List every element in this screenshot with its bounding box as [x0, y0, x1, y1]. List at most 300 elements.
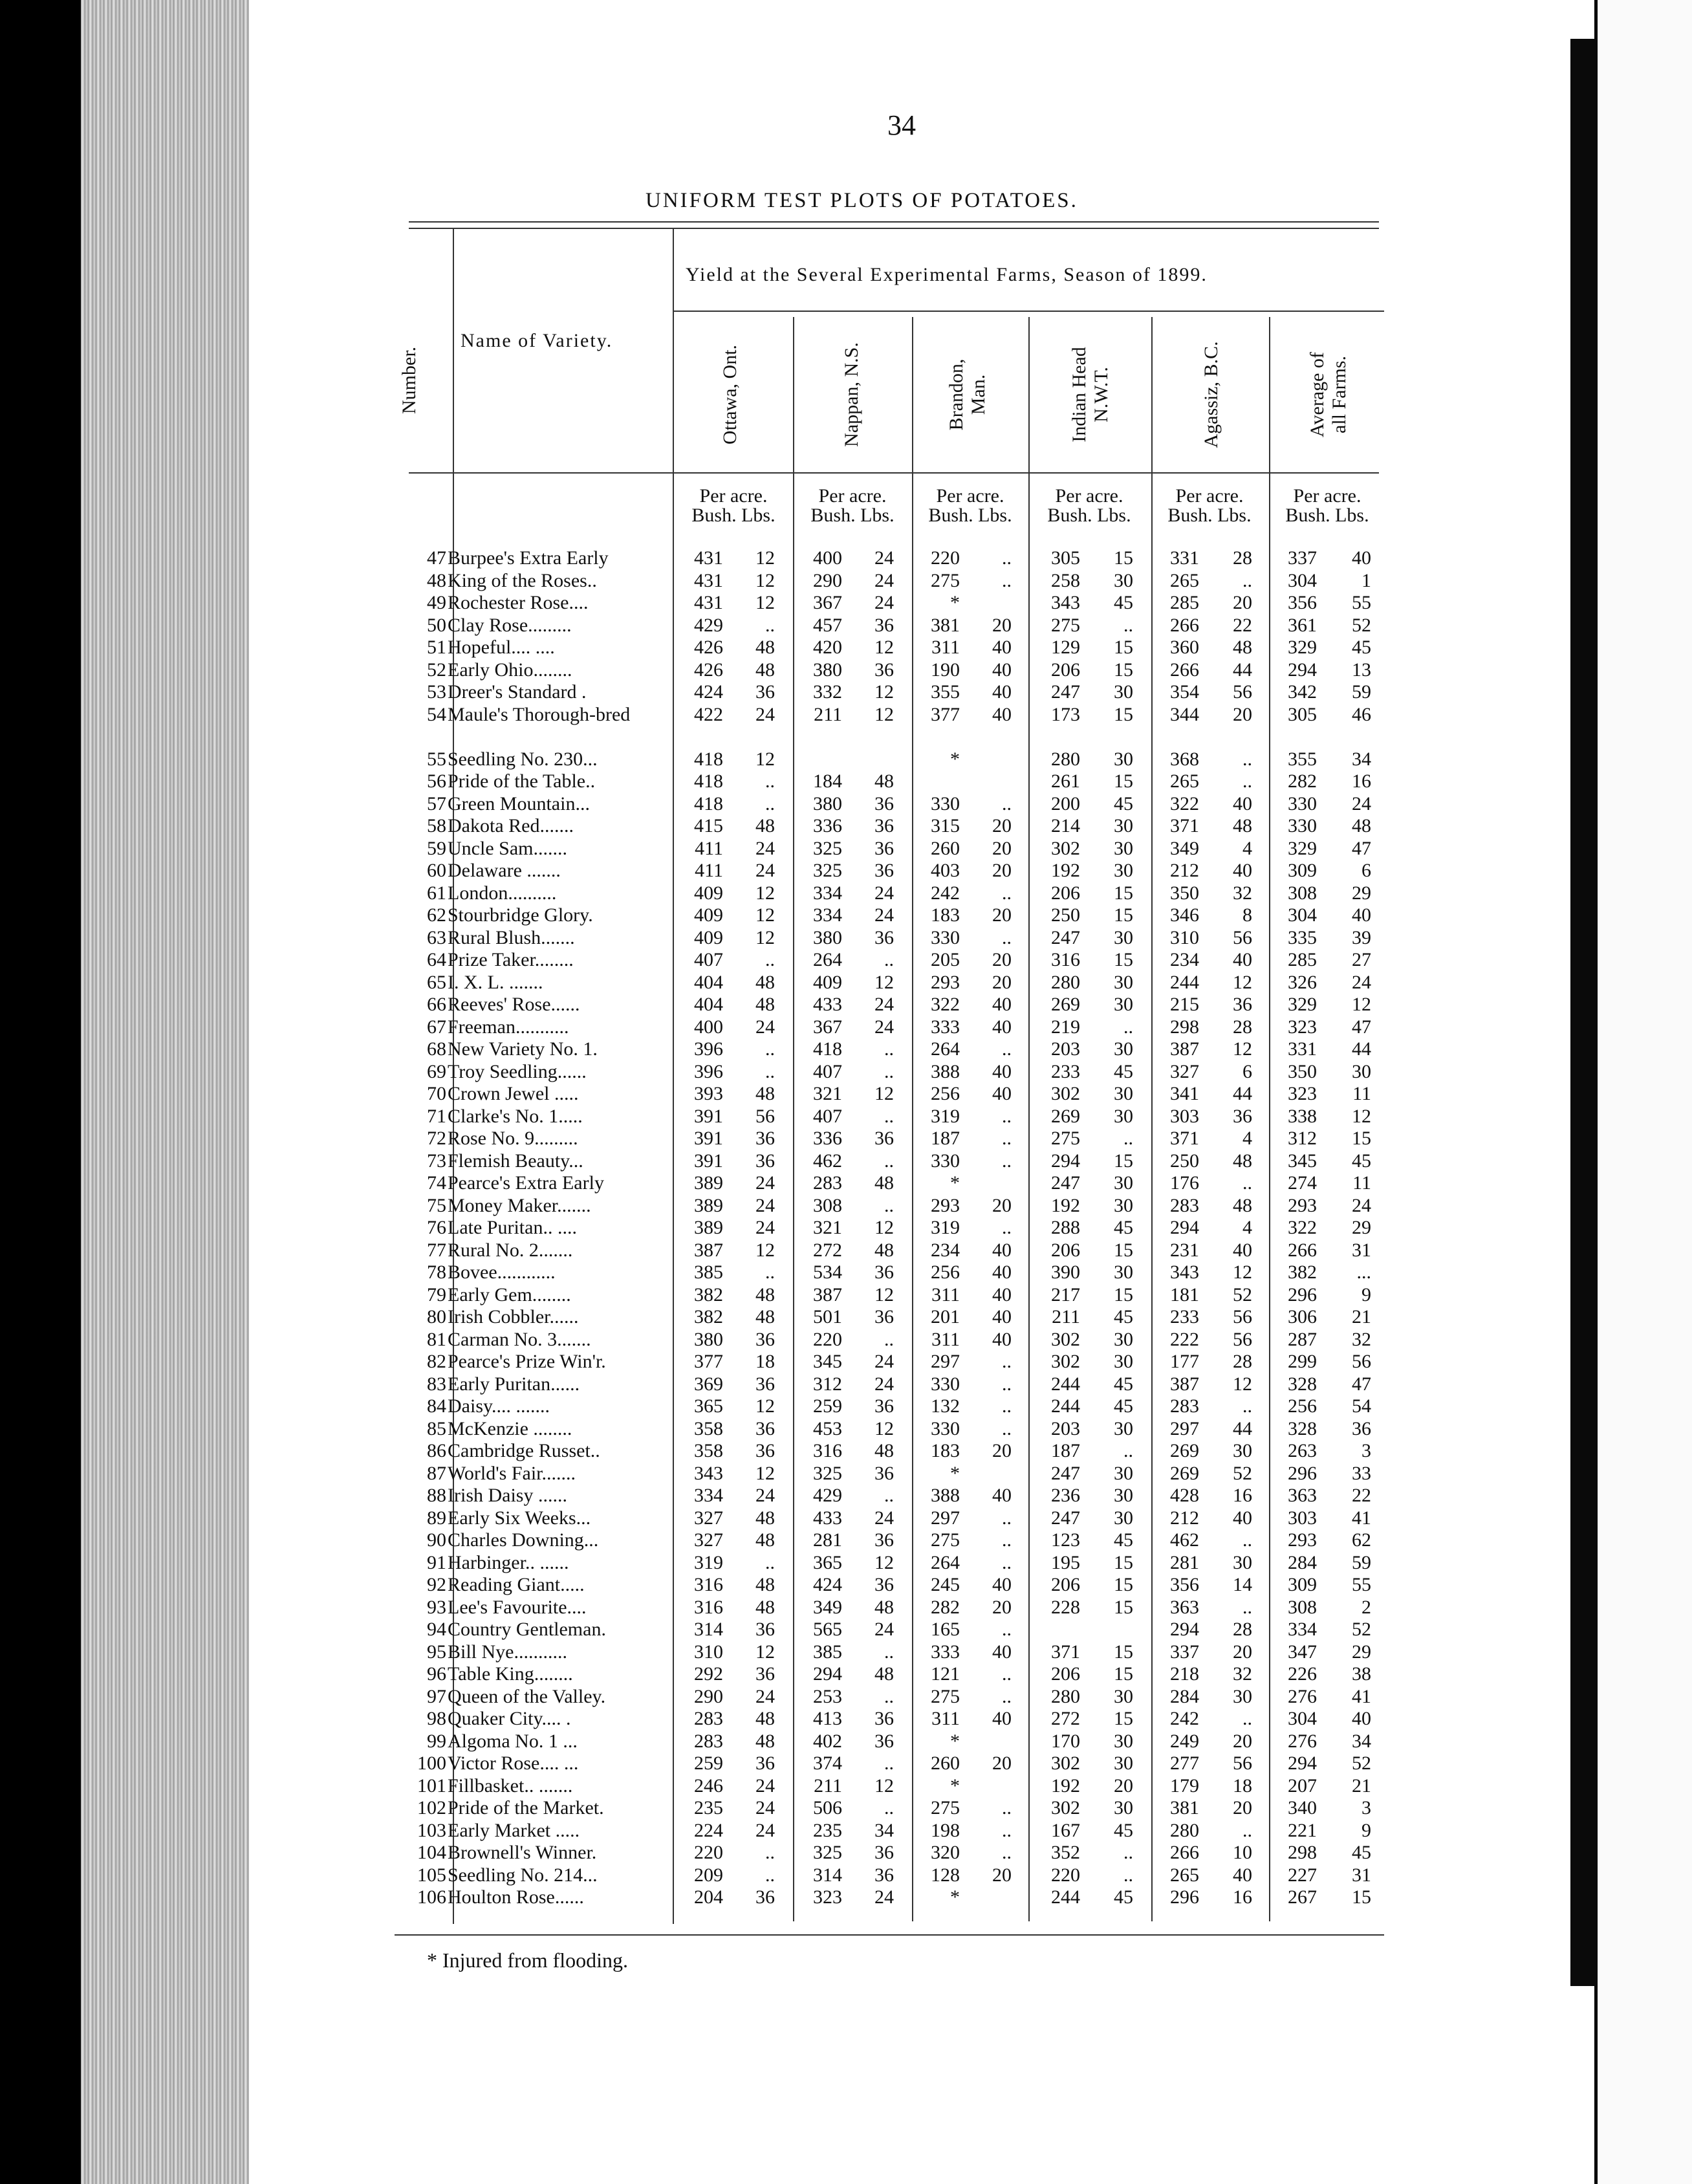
pounds-cell: 36 — [755, 1440, 775, 1461]
variety-name: World's Fair....... — [448, 1462, 576, 1484]
pounds-cell: .. — [1002, 1819, 1012, 1841]
pounds-cell: 54 — [1352, 1395, 1371, 1417]
row-number: 75 — [427, 1194, 446, 1216]
bushels-cell: 206 — [1051, 1574, 1080, 1595]
row-number: 49 — [427, 592, 446, 613]
row-number: 91 — [427, 1551, 446, 1573]
bushels-cell: 354 — [1170, 681, 1199, 703]
unit-per-acre: Per acre. — [1175, 485, 1244, 507]
bushels-cell: 360 — [1170, 637, 1199, 658]
pounds-cell: .. — [1002, 1507, 1012, 1529]
bushels-cell: 283 — [694, 1730, 723, 1752]
unit-bush-lbs: Bush. Lbs. — [1285, 505, 1369, 526]
bushels-cell: 264 — [813, 949, 842, 970]
bushels-cell: 207 — [1288, 1774, 1317, 1796]
bushels-cell: 418 — [694, 770, 723, 792]
bushels-cell: 328 — [1288, 1373, 1317, 1395]
variety-name: Pride of the Market. — [448, 1797, 604, 1818]
bushels-cell: 206 — [1051, 1239, 1080, 1261]
bushels-cell: 211 — [814, 1774, 842, 1796]
bushels-cell: 331 — [1288, 1038, 1317, 1060]
pounds-cell: 6 — [1242, 1060, 1252, 1082]
variety-name: Freeman........... — [448, 1016, 569, 1038]
pounds-cell: 9 — [1361, 1283, 1371, 1305]
bushels-cell: 327 — [694, 1507, 723, 1529]
bushels-cell: 214 — [1051, 815, 1080, 836]
pounds-cell: 36 — [874, 837, 894, 859]
pounds-cell: .. — [884, 1060, 894, 1082]
bushels-cell: 258 — [1051, 569, 1080, 591]
pounds-cell: 36 — [874, 1529, 894, 1551]
pounds-cell: 16 — [1233, 1485, 1252, 1506]
pounds-cell: 40 — [992, 1328, 1012, 1350]
row-number: 85 — [427, 1417, 446, 1439]
pounds-cell: 12 — [874, 1083, 894, 1104]
pounds-cell: 18 — [755, 1351, 775, 1372]
pounds-cell: .. — [765, 1261, 775, 1283]
bushels-cell: 287 — [1288, 1328, 1317, 1350]
bushels-cell: 195 — [1051, 1551, 1080, 1573]
pounds-cell: 45 — [1114, 1217, 1133, 1238]
bushels-cell: 203 — [1051, 1417, 1080, 1439]
pounds-cell: 12 — [874, 703, 894, 725]
pounds-cell: 24 — [1352, 971, 1371, 993]
pounds-cell: 32 — [1233, 1663, 1252, 1685]
bushels-cell: 212 — [1170, 1507, 1199, 1529]
pounds-cell: 24 — [874, 592, 894, 613]
row-number: 93 — [427, 1596, 446, 1618]
variety-name: London.......... — [448, 882, 557, 904]
farm-header-nappan: Nappan, N.S. — [841, 342, 862, 447]
bushels-cell: 234 — [1170, 949, 1199, 970]
pounds-cell: .. — [765, 1038, 775, 1060]
pounds-cell: 40 — [992, 1261, 1012, 1283]
pounds-cell: 41 — [1352, 1507, 1371, 1529]
bushels-cell: 198 — [931, 1819, 960, 1841]
bushels-cell: 396 — [694, 1060, 723, 1082]
pounds-cell: 15 — [1114, 547, 1133, 569]
variety-name: Charles Downing... — [448, 1529, 599, 1551]
pounds-cell: 24 — [755, 1797, 775, 1818]
pounds-cell: 15 — [1114, 949, 1133, 970]
pounds-cell: .. — [1002, 1373, 1012, 1395]
pounds-cell: 15 — [1114, 1708, 1133, 1729]
bushels-cell: 283 — [1170, 1194, 1199, 1216]
pounds-cell: 40 — [992, 1574, 1012, 1595]
row-number: 89 — [427, 1507, 446, 1529]
bushels-cell: 305 — [1288, 703, 1317, 725]
pounds-cell: 36 — [874, 792, 894, 814]
pounds-cell: 29 — [1352, 1641, 1371, 1663]
variety-name: Troy Seedling...... — [448, 1060, 587, 1082]
bushels-cell: 321 — [813, 1083, 842, 1104]
pounds-cell: 40 — [1233, 1239, 1252, 1261]
bushels-cell: 283 — [1170, 1395, 1199, 1417]
bushels-cell: 302 — [1051, 1797, 1080, 1818]
pounds-cell: 45 — [1352, 1842, 1371, 1863]
pounds-cell: .. — [765, 792, 775, 814]
pounds-cell: 15 — [1114, 1239, 1133, 1261]
pounds-cell: .. — [1002, 1529, 1012, 1551]
pounds-cell: 30 — [1114, 1507, 1133, 1529]
pounds-cell: .. — [1002, 1038, 1012, 1060]
bushels-cell: 281 — [813, 1529, 842, 1551]
pounds-cell: 48 — [874, 1440, 894, 1461]
bushels-cell: 363 — [1288, 1485, 1317, 1506]
pounds-cell: 20 — [1233, 1797, 1252, 1818]
bushels-cell: 400 — [694, 1016, 723, 1038]
pounds-cell: .. — [884, 1685, 894, 1707]
pounds-cell: 36 — [874, 860, 894, 881]
bushels-cell: 329 — [1288, 637, 1317, 658]
bushels-cell: 265 — [1170, 1864, 1199, 1886]
bushels-cell: 311 — [931, 1283, 960, 1305]
bushels-cell: 294 — [813, 1663, 842, 1685]
bushels-cell: 462 — [1170, 1529, 1199, 1551]
bushels-cell: 247 — [1051, 1462, 1080, 1484]
bushels-cell: 418 — [694, 792, 723, 814]
pounds-cell: 45 — [1114, 592, 1133, 613]
bushels-cell: 294 — [1288, 659, 1317, 681]
bushels-cell: 220 — [694, 1842, 723, 1863]
bushels-cell: 231 — [1170, 1239, 1199, 1261]
bushels-cell: 506 — [813, 1797, 842, 1818]
pounds-cell: 15 — [1114, 637, 1133, 658]
row-number: 47 — [427, 547, 446, 569]
variety-name: Green Mountain... — [448, 792, 590, 814]
pounds-cell: 28 — [1233, 1351, 1252, 1372]
bushels-cell: 302 — [1051, 1351, 1080, 1372]
bushels-cell: 321 — [813, 1217, 842, 1238]
pounds-cell: 29 — [1352, 1217, 1371, 1238]
bushels-cell: 236 — [1051, 1485, 1080, 1506]
pounds-cell: 40 — [992, 994, 1012, 1015]
pounds-cell: 48 — [1352, 815, 1371, 836]
bushels-cell: 337 — [1170, 1641, 1199, 1663]
bushels-cell: * — [950, 592, 960, 613]
header-rule — [409, 228, 1379, 229]
pounds-cell: .. — [765, 1842, 775, 1863]
unit-header-nappan — [794, 486, 911, 525]
bushels-cell: 314 — [694, 1619, 723, 1640]
book-gutter — [1570, 39, 1596, 1986]
bushels-cell: 330 — [931, 926, 960, 948]
row-number: 95 — [427, 1641, 446, 1663]
bushels-cell: 358 — [694, 1417, 723, 1439]
pounds-cell: 36 — [874, 926, 894, 948]
name-of-variety-header: Name of Variety. — [461, 330, 613, 351]
bushels-cell: 382 — [1288, 1261, 1317, 1283]
unit-per-acre: Per acre. — [699, 485, 768, 507]
bushels-cell: 177 — [1170, 1351, 1199, 1372]
pounds-cell: 30 — [1114, 1417, 1133, 1439]
row-number: 72 — [427, 1128, 446, 1149]
pounds-cell: 48 — [755, 1306, 775, 1327]
bushels-cell: 266 — [1170, 659, 1199, 681]
bushels-cell: 426 — [694, 659, 723, 681]
bushels-cell: 165 — [931, 1619, 960, 1640]
row-number: 102 — [417, 1797, 446, 1818]
pounds-cell: 10 — [1233, 1842, 1252, 1863]
pounds-cell: .. — [1002, 792, 1012, 814]
pounds-cell: 52 — [1233, 1283, 1252, 1305]
pounds-cell: 15 — [1114, 882, 1133, 904]
row-number: 73 — [427, 1150, 446, 1172]
pounds-cell: 40 — [992, 1016, 1012, 1038]
pounds-cell: 21 — [1352, 1306, 1371, 1327]
pounds-cell: 45 — [1114, 1395, 1133, 1417]
bushels-cell: 128 — [931, 1864, 960, 1886]
bushels-cell: 302 — [1051, 1083, 1080, 1104]
pounds-cell: 36 — [755, 1417, 775, 1439]
variety-name: King of the Roses.. — [448, 569, 597, 591]
pounds-cell: 44 — [1352, 1038, 1371, 1060]
variety-name: Rural No. 2....... — [448, 1239, 573, 1261]
bushels-cell: 371 — [1170, 815, 1199, 836]
pounds-cell: 24 — [874, 569, 894, 591]
pounds-cell: 48 — [874, 1596, 894, 1618]
bushels-cell: 380 — [813, 792, 842, 814]
pounds-cell: 12 — [874, 1217, 894, 1238]
pounds-cell: 36 — [1233, 994, 1252, 1015]
variety-name: Reading Giant..... — [448, 1574, 585, 1595]
variety-name: Reeves' Rose...... — [448, 994, 580, 1015]
pounds-cell: 24 — [755, 1685, 775, 1707]
pounds-cell: 48 — [874, 1172, 894, 1194]
pounds-cell: .. — [1123, 1842, 1133, 1863]
bushels-cell: 329 — [1288, 837, 1317, 859]
bushels-cell: 332 — [813, 681, 842, 703]
bushels-cell: 404 — [694, 994, 723, 1015]
bushels-cell: 244 — [1051, 1395, 1080, 1417]
pounds-cell: 31 — [1352, 1864, 1371, 1886]
pounds-cell: .. — [884, 1328, 894, 1350]
bushels-cell: 190 — [931, 659, 960, 681]
pounds-cell: 20 — [1233, 1641, 1252, 1663]
bushels-cell: 418 — [694, 748, 723, 770]
bushels-cell: 312 — [813, 1373, 842, 1395]
pounds-cell: .. — [884, 1641, 894, 1663]
pounds-cell: 45 — [1114, 1373, 1133, 1395]
pounds-cell: 12 — [755, 748, 775, 770]
bushels-cell: 377 — [694, 1351, 723, 1372]
bushels-cell: 211 — [814, 703, 842, 725]
pounds-cell: .. — [1123, 1016, 1133, 1038]
bushels-cell: 311 — [931, 637, 960, 658]
bushels-cell: 304 — [1288, 904, 1317, 926]
pounds-cell: 24 — [755, 1016, 775, 1038]
pounds-cell: 24 — [755, 837, 775, 859]
bushels-cell: 256 — [931, 1261, 960, 1283]
variety-name: Late Puritan.. .... — [448, 1217, 577, 1238]
pounds-cell: 15 — [1114, 1574, 1133, 1595]
bushels-cell: 206 — [1051, 659, 1080, 681]
pounds-cell: 15 — [1114, 1596, 1133, 1618]
pounds-cell: 30 — [1114, 1038, 1133, 1060]
bushels-cell: 325 — [813, 837, 842, 859]
bushels-cell: 409 — [694, 904, 723, 926]
unit-bush-lbs: Bush. Lbs. — [1047, 505, 1131, 526]
bushels-cell: 316 — [694, 1596, 723, 1618]
pounds-cell: 36 — [1352, 1417, 1371, 1439]
bushels-cell: 299 — [1288, 1351, 1317, 1372]
bushels-cell: 428 — [1170, 1485, 1199, 1506]
pounds-cell: 22 — [1352, 1485, 1371, 1506]
pounds-cell: .. — [1002, 1217, 1012, 1238]
bushels-cell: 259 — [694, 1753, 723, 1774]
pounds-cell: 40 — [992, 1641, 1012, 1663]
pounds-cell: 40 — [992, 1283, 1012, 1305]
bushels-cell: 409 — [813, 971, 842, 993]
bushels-cell: 205 — [931, 949, 960, 970]
pounds-cell: 47 — [1352, 1373, 1371, 1395]
pounds-cell: 12 — [755, 547, 775, 569]
bushels-cell: 233 — [1170, 1306, 1199, 1327]
bushels-cell: 343 — [1051, 592, 1080, 613]
bushels-cell: 311 — [931, 1328, 960, 1350]
row-number: 96 — [427, 1663, 446, 1685]
pounds-cell: 20 — [1233, 703, 1252, 725]
bushels-cell: 433 — [813, 1507, 842, 1529]
variety-name: Brownell's Winner. — [448, 1842, 597, 1863]
pounds-cell: 12 — [1352, 1105, 1371, 1127]
pounds-cell: 52 — [1233, 1462, 1252, 1484]
row-number: 98 — [427, 1708, 446, 1729]
variety-name: Harbinger.. ...... — [448, 1551, 569, 1573]
bushels-cell: 340 — [1288, 1797, 1317, 1818]
variety-name: Delaware ....... — [448, 860, 561, 881]
bushels-cell: 246 — [694, 1774, 723, 1796]
yield-header: Yield at the Several Experimental Farms, Season of 1899. — [686, 264, 1208, 285]
pounds-cell: 12 — [755, 592, 775, 613]
nappan-col-divider — [912, 317, 913, 1921]
bushels-cell: 200 — [1051, 792, 1080, 814]
variety-name: Dreer's Standard . — [448, 681, 587, 703]
pounds-cell: 30 — [1114, 1485, 1133, 1506]
pounds-cell: 29 — [1352, 882, 1371, 904]
pounds-cell: .. — [1002, 1105, 1012, 1127]
pounds-cell: 12 — [755, 1239, 775, 1261]
pounds-cell: 12 — [1352, 994, 1371, 1015]
row-number: 61 — [427, 882, 446, 904]
pounds-cell: 30 — [1114, 971, 1133, 993]
bushels-cell: 123 — [1051, 1529, 1080, 1551]
pounds-cell: 47 — [1352, 1016, 1371, 1038]
pounds-cell: 59 — [1352, 681, 1371, 703]
bushels-cell: 501 — [813, 1306, 842, 1327]
pounds-cell: 32 — [1352, 1328, 1371, 1350]
pounds-cell: 36 — [874, 614, 894, 636]
pounds-cell: .. — [1002, 1128, 1012, 1149]
agassiz-col-divider — [1269, 317, 1270, 1921]
pounds-cell: 48 — [755, 1574, 775, 1595]
pounds-cell: 36 — [874, 1395, 894, 1417]
bushels-cell: 347 — [1288, 1641, 1317, 1663]
pounds-cell: 20 — [992, 949, 1012, 970]
pounds-cell: 24 — [874, 1619, 894, 1640]
bushels-cell: 215 — [1170, 994, 1199, 1015]
pounds-cell: 14 — [1233, 1574, 1252, 1595]
pounds-cell: 30 — [1114, 837, 1133, 859]
pounds-cell: 18 — [1233, 1774, 1252, 1796]
row-number: 97 — [427, 1685, 446, 1707]
farm-header-agassiz: Agassiz, B.C. — [1200, 341, 1222, 448]
variety-name: Rochester Rose.... — [448, 592, 589, 613]
pounds-cell: 28 — [1233, 1016, 1252, 1038]
variety-name: I. X. L. ....... — [448, 971, 543, 993]
variety-name: Early Puritan...... — [448, 1373, 580, 1395]
row-number: 62 — [427, 904, 446, 926]
bushels-cell: 224 — [694, 1819, 723, 1841]
bushels-cell: 266 — [1288, 1239, 1317, 1261]
bushels-cell: 309 — [1288, 1574, 1317, 1595]
bushels-cell: 283 — [694, 1708, 723, 1729]
pounds-cell: .. — [1002, 1797, 1012, 1818]
pounds-cell: 30 — [1114, 815, 1133, 836]
ottawa-col-divider — [793, 317, 794, 1921]
bushels-cell: 337 — [1288, 547, 1317, 569]
pounds-cell: .. — [1002, 1417, 1012, 1439]
pounds-cell: 13 — [1352, 659, 1371, 681]
unit-per-acre: Per acre. — [936, 485, 1004, 507]
bushels-cell: 274 — [1288, 1172, 1317, 1194]
bushels-cell: 276 — [1288, 1730, 1317, 1752]
pounds-cell: 39 — [1352, 926, 1371, 948]
row-number: 63 — [427, 926, 446, 948]
bushels-cell: 334 — [813, 904, 842, 926]
bushels-cell: 269 — [1170, 1462, 1199, 1484]
row-number: 99 — [427, 1730, 446, 1752]
pounds-cell: .. — [1242, 569, 1252, 591]
pounds-cell: 12 — [874, 1551, 894, 1573]
pounds-cell: 36 — [755, 1886, 775, 1908]
bushels-cell: 222 — [1170, 1328, 1199, 1350]
bushels-cell: 217 — [1051, 1283, 1080, 1305]
unit-bush-lbs: Bush. Lbs. — [928, 505, 1012, 526]
unit-per-acre: Per acre. — [1055, 485, 1123, 507]
pounds-cell: 40 — [992, 1083, 1012, 1104]
bushels-cell: 266 — [1170, 614, 1199, 636]
row-number: 94 — [427, 1619, 446, 1640]
bushels-cell: 349 — [813, 1596, 842, 1618]
bushels-cell: 367 — [813, 1016, 842, 1038]
pounds-cell: 24 — [874, 1886, 894, 1908]
row-number: 101 — [417, 1774, 446, 1796]
row-number: 86 — [427, 1440, 446, 1461]
bushels-cell: 424 — [694, 681, 723, 703]
pounds-cell: .. — [1002, 1685, 1012, 1707]
pounds-cell: 12 — [755, 1641, 775, 1663]
bushels-cell: 244 — [1051, 1886, 1080, 1908]
pounds-cell: .. — [884, 1753, 894, 1774]
pounds-cell: 12 — [874, 1774, 894, 1796]
pounds-cell: .. — [884, 1150, 894, 1172]
pounds-cell: 59 — [1352, 1551, 1371, 1573]
bushels-cell: 176 — [1170, 1172, 1199, 1194]
bushels-cell: 333 — [931, 1641, 960, 1663]
bushels-cell: * — [950, 1462, 960, 1484]
bushels-cell: 407 — [694, 949, 723, 970]
row-number: 74 — [427, 1172, 446, 1194]
bushels-cell: 292 — [694, 1663, 723, 1685]
bushels-cell: 173 — [1051, 703, 1080, 725]
bushels-cell: 322 — [1170, 792, 1199, 814]
pounds-cell: 46 — [1352, 703, 1371, 725]
bushels-cell: 235 — [694, 1797, 723, 1818]
bushels-cell: 358 — [694, 1440, 723, 1461]
pounds-cell: 36 — [755, 1663, 775, 1685]
pounds-cell: 40 — [1352, 904, 1371, 926]
